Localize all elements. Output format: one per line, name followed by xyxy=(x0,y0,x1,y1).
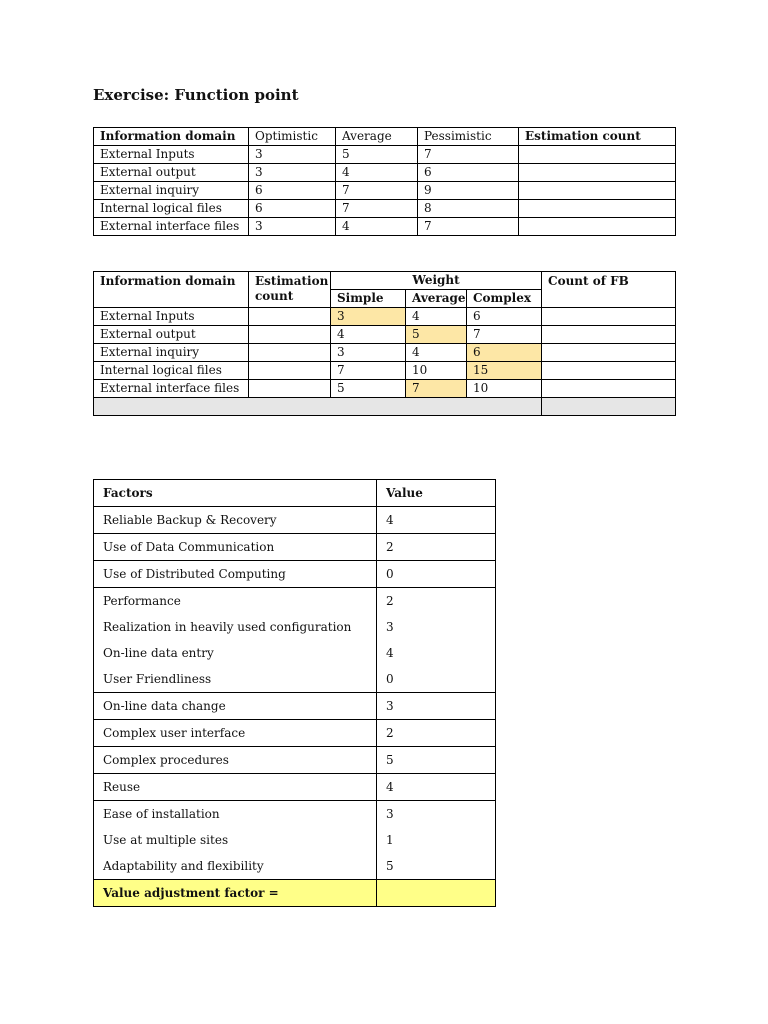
cell-simple: 4 xyxy=(331,326,406,344)
total-row-label-cell xyxy=(94,398,542,416)
table-row xyxy=(94,164,676,182)
total-row xyxy=(94,398,676,416)
cell-factor: Adaptability and flexibility xyxy=(94,853,377,880)
header-average: Average xyxy=(406,290,467,308)
cell-factor: On-line data entry xyxy=(94,640,377,666)
table-row xyxy=(94,380,676,398)
header-factors: Factors xyxy=(94,480,377,507)
header-complex: Complex xyxy=(467,290,542,308)
weight-table xyxy=(93,271,676,416)
table-row xyxy=(94,588,496,615)
table-row xyxy=(94,747,496,774)
cell-count xyxy=(542,380,676,398)
factors-table xyxy=(93,479,496,907)
cell-count xyxy=(542,344,676,362)
cell-average: 7 xyxy=(336,182,418,200)
cell-factor: Reliable Backup & Recovery xyxy=(94,507,377,534)
cell-pessimistic: 9 xyxy=(418,182,519,200)
cell-simple: 3 xyxy=(331,344,406,362)
table-row xyxy=(94,507,496,534)
cell-domain: External interface files xyxy=(94,380,249,398)
cell-average: 4 xyxy=(336,164,418,182)
header-value: Value xyxy=(377,480,496,507)
header-average: Average xyxy=(336,128,418,146)
header-estimation-line2: count xyxy=(255,289,294,303)
cell-domain: External Inputs xyxy=(94,308,249,326)
cell-average: 4 xyxy=(406,344,467,362)
cell-domain: External interface files xyxy=(94,218,249,236)
cell-domain: Internal logical files xyxy=(94,200,249,218)
value-adjustment-factor-row xyxy=(94,880,496,907)
cell-estimation xyxy=(249,362,331,380)
table-row xyxy=(94,853,496,880)
header-weight: Weight xyxy=(331,272,542,290)
cell-complex: 6 xyxy=(467,308,542,326)
table-header-row xyxy=(94,480,496,507)
header-estimation-count: Estimation count xyxy=(519,128,676,146)
table-row xyxy=(94,640,496,666)
cell-estimation xyxy=(249,344,331,362)
cell-count xyxy=(542,362,676,380)
cell-value: 1 xyxy=(377,827,496,853)
table-row xyxy=(94,344,676,362)
header-optimistic: Optimistic xyxy=(249,128,336,146)
table-row xyxy=(94,146,676,164)
cell-average: 5 xyxy=(336,146,418,164)
cell-value: 0 xyxy=(377,666,496,693)
cell-factor: On-line data change xyxy=(94,693,377,720)
table-row xyxy=(94,534,496,561)
table-row xyxy=(94,308,676,326)
cell-estimation xyxy=(249,326,331,344)
cell-count xyxy=(542,326,676,344)
cell-factor: Use of Data Communication xyxy=(94,534,377,561)
table-header-row xyxy=(94,128,676,146)
cell-value: 2 xyxy=(377,720,496,747)
cell-factor: User Friendliness xyxy=(94,666,377,693)
header-pessimistic: Pessimistic xyxy=(418,128,519,146)
cell-factor: Use at multiple sites xyxy=(94,827,377,853)
table-row xyxy=(94,182,676,200)
page-title: Exercise: Function point xyxy=(93,86,299,104)
table-row xyxy=(94,827,496,853)
cell-value: 2 xyxy=(377,588,496,615)
header-count-of-fb: Count of FB xyxy=(542,272,676,308)
cell-factor: Use of Distributed Computing xyxy=(94,561,377,588)
cell-domain: External Inputs xyxy=(94,146,249,164)
table-row xyxy=(94,693,496,720)
cell-average: 7 xyxy=(406,380,467,398)
cell-value: 3 xyxy=(377,614,496,640)
cell-average: 4 xyxy=(336,218,418,236)
cell-pessimistic: 6 xyxy=(418,164,519,182)
total-row-value-cell xyxy=(542,398,676,416)
cell-factor: Ease of installation xyxy=(94,801,377,828)
vaf-label: Value adjustment factor = xyxy=(94,880,377,907)
cell-average: 10 xyxy=(406,362,467,380)
cell-domain: External output xyxy=(94,326,249,344)
cell-factor: Complex procedures xyxy=(94,747,377,774)
cell-domain: External inquiry xyxy=(94,182,249,200)
vaf-value xyxy=(377,880,496,907)
cell-value: 4 xyxy=(377,640,496,666)
cell-estimation-count xyxy=(519,164,676,182)
cell-average: 7 xyxy=(336,200,418,218)
header-estimation-count xyxy=(249,272,331,308)
cell-value: 5 xyxy=(377,853,496,880)
cell-value: 5 xyxy=(377,747,496,774)
cell-factor: Performance xyxy=(94,588,377,615)
header-simple: Simple xyxy=(331,290,406,308)
table-header-row xyxy=(94,272,676,290)
cell-average: 4 xyxy=(406,308,467,326)
cell-value: 4 xyxy=(377,507,496,534)
table-row xyxy=(94,362,676,380)
header-information-domain: Information domain xyxy=(94,128,249,146)
cell-complex: 6 xyxy=(467,344,542,362)
header-information-domain: Information domain xyxy=(94,272,249,308)
cell-pessimistic: 8 xyxy=(418,200,519,218)
cell-factor: Reuse xyxy=(94,774,377,801)
table-row xyxy=(94,218,676,236)
cell-value: 3 xyxy=(377,801,496,828)
table-row xyxy=(94,200,676,218)
cell-factor: Complex user interface xyxy=(94,720,377,747)
table-row xyxy=(94,561,496,588)
cell-simple: 3 xyxy=(331,308,406,326)
cell-factor: Realization in heavily used configuration xyxy=(94,614,377,640)
cell-optimistic: 3 xyxy=(249,146,336,164)
table-row xyxy=(94,326,676,344)
cell-domain: External output xyxy=(94,164,249,182)
cell-domain: Internal logical files xyxy=(94,362,249,380)
cell-estimation-count xyxy=(519,182,676,200)
cell-value: 3 xyxy=(377,693,496,720)
cell-count xyxy=(542,308,676,326)
estimation-table xyxy=(93,127,676,236)
cell-estimation-count xyxy=(519,218,676,236)
cell-complex: 7 xyxy=(467,326,542,344)
cell-estimation-count xyxy=(519,146,676,164)
cell-pessimistic: 7 xyxy=(418,218,519,236)
cell-optimistic: 3 xyxy=(249,218,336,236)
cell-average: 5 xyxy=(406,326,467,344)
cell-value: 0 xyxy=(377,561,496,588)
cell-complex: 10 xyxy=(467,380,542,398)
table-row xyxy=(94,720,496,747)
cell-optimistic: 6 xyxy=(249,200,336,218)
cell-estimation-count xyxy=(519,200,676,218)
cell-estimation xyxy=(249,308,331,326)
cell-complex: 15 xyxy=(467,362,542,380)
table-row xyxy=(94,666,496,693)
table-row xyxy=(94,774,496,801)
cell-optimistic: 3 xyxy=(249,164,336,182)
cell-value: 4 xyxy=(377,774,496,801)
cell-optimistic: 6 xyxy=(249,182,336,200)
cell-value: 2 xyxy=(377,534,496,561)
header-estimation-line1: Estimation xyxy=(255,274,329,288)
cell-domain: External inquiry xyxy=(94,344,249,362)
table-row xyxy=(94,614,496,640)
cell-simple: 7 xyxy=(331,362,406,380)
table-row xyxy=(94,801,496,828)
cell-pessimistic: 7 xyxy=(418,146,519,164)
cell-simple: 5 xyxy=(331,380,406,398)
cell-estimation xyxy=(249,380,331,398)
